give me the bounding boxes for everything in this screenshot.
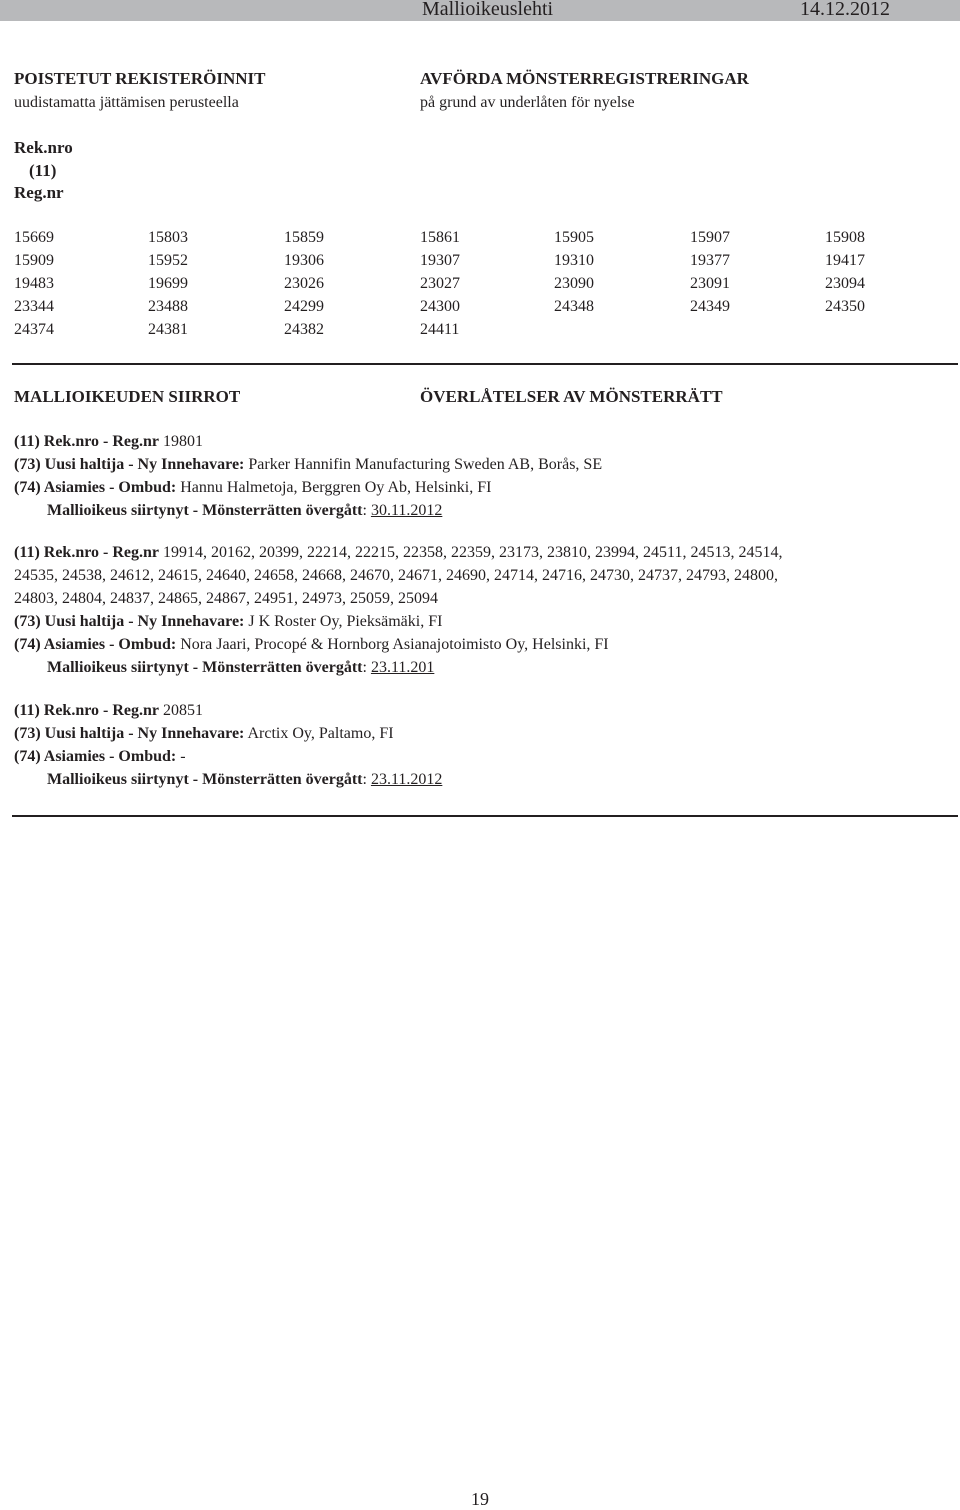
reg-number: 15669 [14, 229, 54, 246]
reg-number: 15952 [148, 252, 188, 269]
holder-label: (73) Uusi haltija - Ny Innehavare: [14, 725, 245, 742]
agent-value: Hannu Halmetoja, Berggren Oy Ab, Helsinki, FI [180, 479, 492, 496]
section1-fi-title: POISTETUT REKISTERÖINNIT [14, 69, 266, 88]
reg-number: 23026 [284, 275, 324, 292]
reg-number: 15859 [284, 229, 324, 246]
holder-label: (73) Uusi haltija - Ny Innehavare: [14, 613, 245, 630]
transfer-date: 23.11.2012 [370, 771, 443, 788]
reg-numbers: 19801 [163, 433, 204, 450]
transfer-entry: (11) Rek.nro - Reg.nr 20851 (73) Uusi haltija - Ny Innehavare: Arctix Oy, Paltamo, FI (74) Asiamies - Ombud: - Mallioikeus siirtynyt - Mönsterrätten övergått: 23.11.2012 [14, 702, 443, 788]
reg-number: 19377 [690, 252, 730, 269]
transfer-date: 23.11.201 [370, 659, 435, 676]
issue-date: 14.12.2012 [800, 0, 890, 20]
page-header [0, 0, 960, 21]
reg-number: 15907 [690, 229, 730, 246]
reg-label-line2: (11) [29, 161, 57, 180]
reg-number: 23344 [14, 298, 54, 315]
reg-number: 23094 [825, 275, 865, 292]
transfer-date: 30.11.2012 [370, 502, 443, 519]
reg-number: 19310 [554, 252, 594, 269]
grid-row [14, 295, 954, 318]
reg-number: 23090 [554, 275, 594, 292]
transfer-label: Mallioikeus siirtynyt - Mönsterrätten övergått [47, 771, 363, 788]
agent-label: (74) Asiamies - Ombud: [14, 748, 177, 765]
transfer-entry: (11) Rek.nro - Reg.nr 19801 (73) Uusi haltija - Ny Innehavare: Parker Hannifin Manufacturing Sweden AB, Borås, SE (74) Asiamies - Ombud: Hannu Halmetoja, Berggren Oy Ab, Helsinki, FI Mallioikeus siirtynyt - Mönsterrätten övergått: 30.11.2012 [14, 433, 603, 519]
section1-sv-title: AVFÖRDA MÖNSTERREGISTRERINGAR [420, 69, 749, 88]
section1-fi-subtitle: uudistamatta jättämisen perusteella [14, 94, 239, 111]
publication-name: Mallioikeuslehti [422, 0, 554, 20]
grid-row [14, 318, 954, 341]
transfer-label: Mallioikeus siirtynyt - Mönsterrätten övergått [47, 659, 363, 676]
transfer-label: Mallioikeus siirtynyt - Mönsterrätten övergått [47, 502, 363, 519]
reg-number: 19699 [148, 275, 188, 292]
reg-numbers: 19914, 20162, 20399, 22214, 22215, 22358, 22359, 23173, 23810, 23994, 24511, 24513, 24514, [163, 544, 783, 561]
grid-row [14, 272, 954, 295]
holder-value: Arctix Oy, Paltamo, FI [247, 725, 394, 742]
reg-number: 15909 [14, 252, 54, 269]
reg-label: (11) Rek.nro - Reg.nr [14, 702, 160, 719]
reg-label-line3: Reg.nr [14, 183, 64, 202]
section2-sv-title: ÖVERLÅTELSER AV MÖNSTERRÄTT [420, 387, 723, 406]
agent-value: - [180, 748, 186, 765]
reg-number: 19306 [284, 252, 324, 269]
reg-number: 24299 [284, 298, 324, 315]
reg-number: 24381 [148, 321, 188, 338]
holder-value: Parker Hannifin Manufacturing Sweden AB, Borås, SE [248, 456, 603, 473]
reg-number: 24350 [825, 298, 865, 315]
reg-number: 23091 [690, 275, 730, 292]
removed-registrations-grid [14, 226, 954, 341]
reg-label: (11) Rek.nro - Reg.nr [14, 433, 160, 450]
reg-number: 15861 [420, 229, 460, 246]
section1-sv-subtitle: på grund av underlåten för nyelse [420, 94, 635, 111]
grid-row [14, 249, 954, 272]
holder-label: (73) Uusi haltija - Ny Innehavare: [14, 456, 245, 473]
reg-numbers: 24535, 24538, 24612, 24615, 24640, 24658, 24668, 24670, 24671, 24690, 24714, 24716, 24730, 24737, 24793, 24800, [14, 567, 778, 584]
page-number: 19 [471, 1489, 489, 1509]
reg-number: 24349 [690, 298, 730, 315]
section2-fi-title: MALLIOIKEUDEN SIIRROT [14, 387, 241, 406]
reg-numbers: 20851 [163, 702, 204, 719]
reg-number: 24411 [420, 321, 460, 338]
reg-number: 24348 [554, 298, 594, 315]
grid-row [14, 226, 954, 249]
agent-label: (74) Asiamies - Ombud: [14, 479, 177, 496]
reg-number: 24300 [420, 298, 460, 315]
reg-number: 24374 [14, 321, 54, 338]
reg-number: 15803 [148, 229, 188, 246]
reg-number: 19417 [825, 252, 865, 269]
reg-number: 23488 [148, 298, 188, 315]
agent-value: Nora Jaari, Procopé & Hornborg Asianajotoimisto Oy, Helsinki, FI [180, 636, 609, 653]
agent-label: (74) Asiamies - Ombud: [14, 636, 177, 653]
reg-number: 23027 [420, 275, 460, 292]
section-divider [12, 363, 958, 365]
holder-value: J K Roster Oy, Pieksämäki, FI [248, 613, 443, 630]
section-end-divider [12, 815, 958, 817]
reg-number: 19483 [14, 275, 54, 292]
reg-number: 19307 [420, 252, 460, 269]
reg-numbers: 24803, 24804, 24837, 24865, 24867, 24951, 24973, 25059, 25094 [14, 590, 438, 607]
reg-label: (11) Rek.nro - Reg.nr [14, 544, 160, 561]
reg-label-line1: Rek.nro [14, 138, 73, 157]
reg-number: 15908 [825, 229, 865, 246]
transfer-entry: (11) Rek.nro - Reg.nr 19914, 20162, 20399, 22214, 22215, 22358, 22359, 23173, 23810, 23994, 24511, 24513, 24514, 24535, 24538, 24612, 24615, 24640, 24658, 24668, 24670, 24671, 24690, 24714, 24716, 24730, 24737, 24793, 24800, 24803, 24804, 24837, 24865, 24867, 24951, 24973, 25059, 25094 (73) Uusi haltija - Ny Innehavare: J K Roster Oy, Pieksämäki, FI (74) Asiamies - Ombud: Nora Jaari, Procopé & Hornborg Asianajotoimisto Oy, Helsinki, FI Mallioikeus siirtynyt - Mönsterrätten övergått: 23.11.201 [14, 541, 944, 679]
reg-number: 24382 [284, 321, 324, 338]
reg-number: 15905 [554, 229, 594, 246]
